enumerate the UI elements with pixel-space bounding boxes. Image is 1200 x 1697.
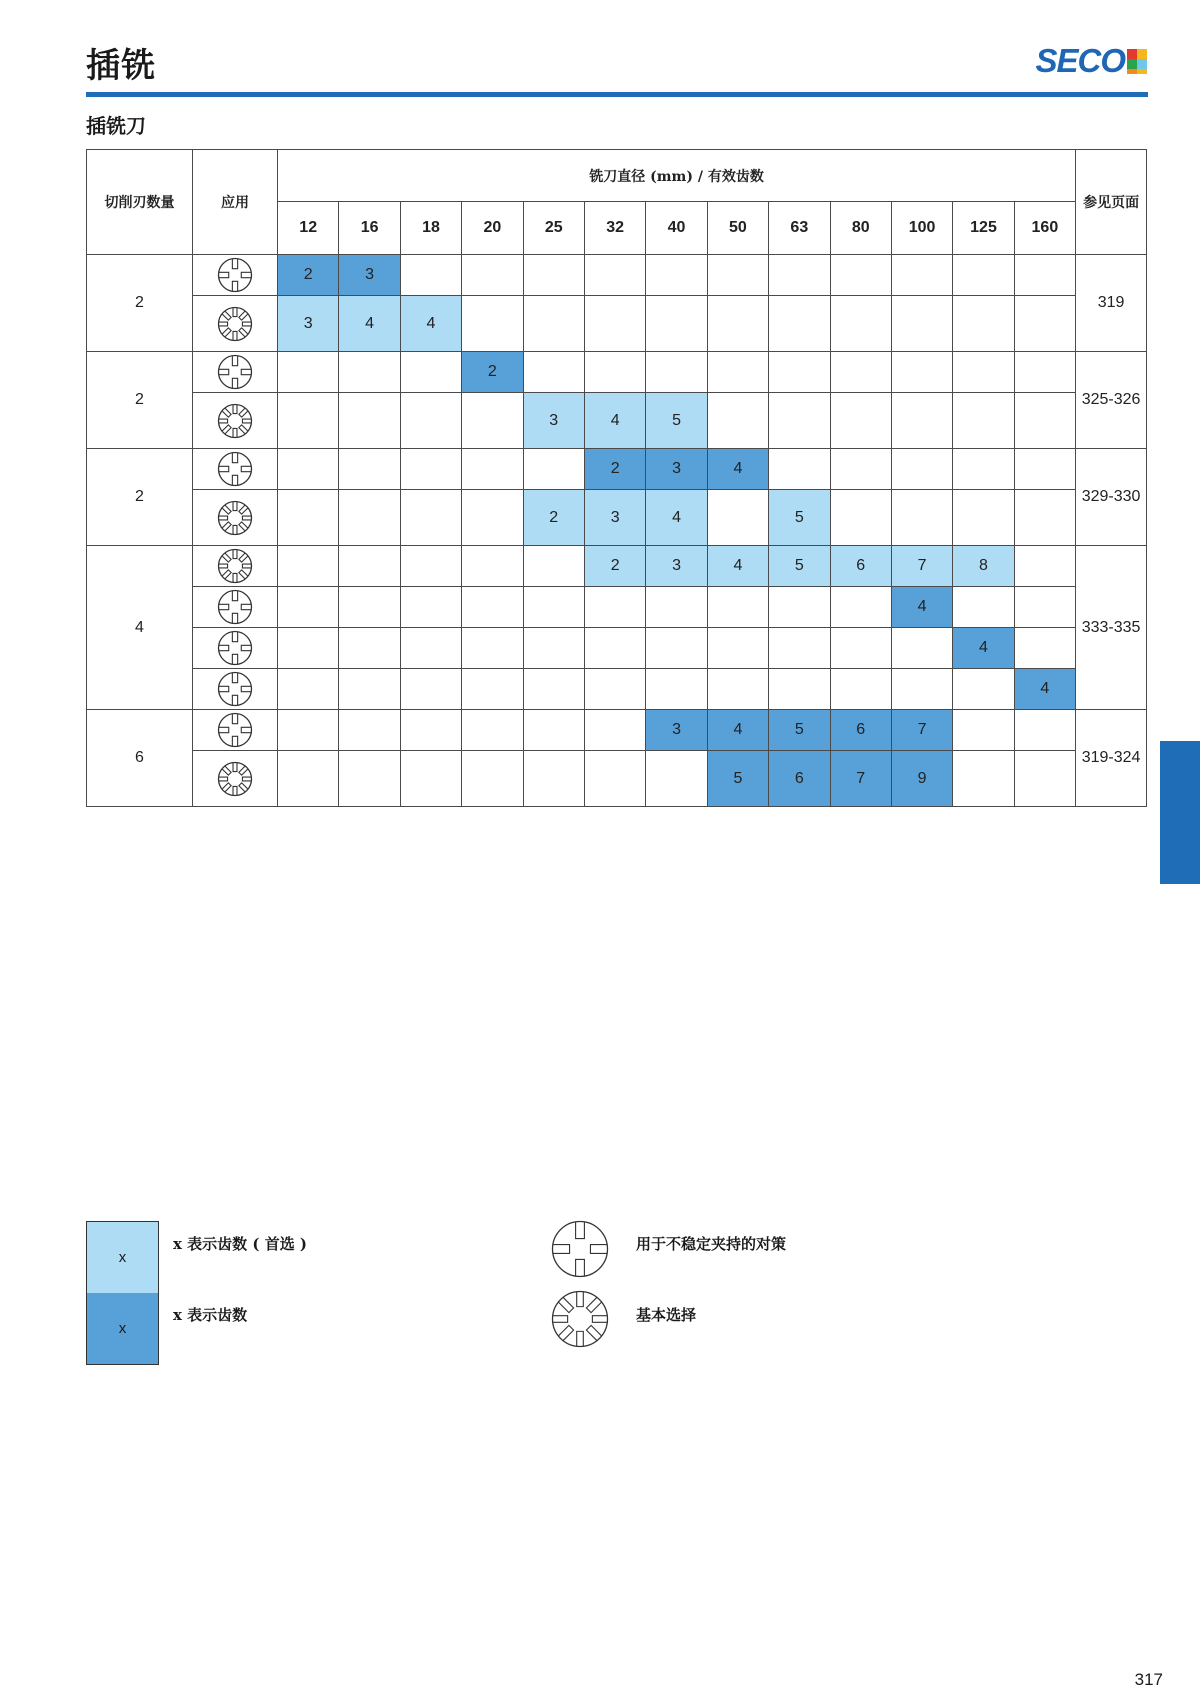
legend-preferred-text: x 表示齿数 ( 首选 )	[173, 1235, 308, 1253]
tooth-count-preferred: 8	[953, 546, 1014, 587]
table-row	[87, 669, 1147, 710]
empty-cell	[462, 449, 523, 490]
empty-cell	[584, 628, 645, 669]
empty-cell	[584, 296, 645, 352]
empty-cell	[707, 255, 768, 296]
tooth-count: 5	[707, 751, 768, 807]
header-cutting-edges: 切削刃数量	[87, 150, 193, 255]
basic-selection-icon	[193, 751, 278, 807]
empty-cell	[1014, 546, 1075, 587]
empty-cell	[769, 393, 830, 449]
unstable-clamping-icon	[193, 255, 278, 296]
diameter-header: 16	[339, 202, 400, 255]
empty-cell	[1014, 449, 1075, 490]
unstable-clamping-icon	[193, 449, 278, 490]
tooth-count: 4	[707, 449, 768, 490]
empty-cell	[462, 255, 523, 296]
tooth-count: 2	[278, 255, 339, 296]
empty-cell	[707, 393, 768, 449]
empty-cell	[769, 628, 830, 669]
tooth-count: 6	[769, 751, 830, 807]
empty-cell	[278, 449, 339, 490]
empty-cell	[953, 669, 1014, 710]
legend-standard-text: x 表示齿数	[173, 1306, 248, 1324]
tooth-count-preferred: 4	[339, 296, 400, 352]
tooth-count-preferred: 2	[584, 546, 645, 587]
empty-cell	[891, 393, 952, 449]
empty-cell	[891, 255, 952, 296]
tooth-count: 2	[462, 352, 523, 393]
empty-cell	[400, 255, 461, 296]
empty-cell	[400, 710, 461, 751]
table-row	[87, 628, 1147, 669]
empty-cell	[400, 490, 461, 546]
empty-cell	[769, 449, 830, 490]
header-diameter: 铣刀直径 (mm) / 有效齿数	[278, 150, 1076, 202]
empty-cell	[400, 628, 461, 669]
reference-page-cell: 325-326	[1076, 352, 1147, 449]
table-row	[87, 490, 1147, 546]
empty-cell	[584, 751, 645, 807]
tooth-count: 4	[953, 628, 1014, 669]
tooth-count: 4	[1014, 669, 1075, 710]
table-row	[87, 352, 1147, 393]
table-row	[87, 710, 1147, 751]
empty-cell	[400, 546, 461, 587]
empty-cell	[523, 449, 584, 490]
empty-cell	[462, 669, 523, 710]
empty-cell	[339, 490, 400, 546]
empty-cell	[278, 751, 339, 807]
table-row	[87, 587, 1147, 628]
logo-squares-icon	[1127, 49, 1147, 74]
legend-standard-swatch: x	[87, 1293, 158, 1364]
diameter-header: 50	[707, 202, 768, 255]
empty-cell	[891, 449, 952, 490]
empty-cell	[278, 628, 339, 669]
empty-cell	[891, 669, 952, 710]
empty-cell	[891, 352, 952, 393]
page-number: 317	[1134, 1670, 1163, 1689]
header-rule	[86, 92, 1148, 97]
empty-cell	[830, 255, 891, 296]
empty-cell	[646, 296, 707, 352]
empty-cell	[400, 449, 461, 490]
table-row	[87, 449, 1147, 490]
empty-cell	[769, 255, 830, 296]
tooth-count-preferred: 6	[830, 546, 891, 587]
empty-cell	[830, 490, 891, 546]
legend-basic-text: 基本选择	[636, 1306, 697, 1324]
empty-cell	[400, 393, 461, 449]
empty-cell	[707, 490, 768, 546]
diameter-header: 160	[1014, 202, 1075, 255]
empty-cell	[278, 710, 339, 751]
cutting-edges-cell: 4	[87, 546, 193, 710]
section-subtitle: 插铣刀	[86, 114, 146, 138]
tooth-count: 4	[707, 710, 768, 751]
tooth-count-preferred: 4	[646, 490, 707, 546]
empty-cell	[339, 352, 400, 393]
empty-cell	[830, 352, 891, 393]
empty-cell	[523, 669, 584, 710]
empty-cell	[891, 490, 952, 546]
empty-cell	[339, 628, 400, 669]
empty-cell	[707, 669, 768, 710]
empty-cell	[707, 587, 768, 628]
diameter-header: 32	[584, 202, 645, 255]
header-reference-page: 参见页面	[1076, 150, 1147, 255]
empty-cell	[891, 628, 952, 669]
empty-cell	[278, 587, 339, 628]
empty-cell	[707, 628, 768, 669]
empty-cell	[400, 352, 461, 393]
empty-cell	[769, 296, 830, 352]
tooth-count-preferred: 3	[646, 546, 707, 587]
empty-cell	[462, 296, 523, 352]
tooth-count-preferred: 4	[400, 296, 461, 352]
empty-cell	[830, 296, 891, 352]
diameter-header: 18	[400, 202, 461, 255]
empty-cell	[462, 710, 523, 751]
empty-cell	[646, 587, 707, 628]
empty-cell	[523, 352, 584, 393]
tooth-count: 3	[339, 255, 400, 296]
reference-page-cell: 319-324	[1076, 710, 1147, 807]
empty-cell	[400, 751, 461, 807]
empty-cell	[953, 710, 1014, 751]
empty-cell	[830, 449, 891, 490]
tooth-count-preferred: 3	[278, 296, 339, 352]
unstable-clamping-icon	[193, 669, 278, 710]
tooth-count: 3	[646, 449, 707, 490]
empty-cell	[584, 255, 645, 296]
empty-cell	[523, 628, 584, 669]
empty-cell	[769, 587, 830, 628]
empty-cell	[830, 669, 891, 710]
tooth-count-preferred: 3	[584, 490, 645, 546]
empty-cell	[278, 352, 339, 393]
basic-selection-icon	[193, 393, 278, 449]
diameter-header: 20	[462, 202, 523, 255]
empty-cell	[953, 490, 1014, 546]
cutting-edges-cell: 2	[87, 449, 193, 546]
empty-cell	[462, 490, 523, 546]
empty-cell	[339, 546, 400, 587]
empty-cell	[339, 393, 400, 449]
empty-cell	[1014, 710, 1075, 751]
tooth-count-preferred: 2	[523, 490, 584, 546]
tooth-count: 2	[584, 449, 645, 490]
table-row	[87, 296, 1147, 352]
empty-cell	[707, 352, 768, 393]
plunge-cutter-table	[86, 149, 1147, 807]
unstable-clamping-icon	[193, 628, 278, 669]
empty-cell	[462, 587, 523, 628]
empty-cell	[339, 669, 400, 710]
basic-selection-icon	[193, 490, 278, 546]
cutting-edges-cell: 2	[87, 352, 193, 449]
tooth-count-preferred: 7	[891, 546, 952, 587]
empty-cell	[1014, 587, 1075, 628]
legend-color-box	[86, 1221, 159, 1365]
empty-cell	[523, 546, 584, 587]
empty-cell	[830, 628, 891, 669]
empty-cell	[1014, 393, 1075, 449]
tooth-count: 4	[891, 587, 952, 628]
empty-cell	[953, 587, 1014, 628]
table-row	[87, 546, 1147, 587]
diameter-header: 40	[646, 202, 707, 255]
tooth-count: 5	[769, 710, 830, 751]
empty-cell	[462, 393, 523, 449]
unstable-clamping-icon	[193, 587, 278, 628]
cutting-edges-cell: 6	[87, 710, 193, 807]
empty-cell	[646, 669, 707, 710]
empty-cell	[462, 751, 523, 807]
header-application: 应用	[193, 150, 278, 255]
empty-cell	[462, 546, 523, 587]
empty-cell	[769, 669, 830, 710]
empty-cell	[1014, 255, 1075, 296]
empty-cell	[953, 255, 1014, 296]
empty-cell	[584, 587, 645, 628]
tooth-count: 7	[891, 710, 952, 751]
diameter-header: 63	[769, 202, 830, 255]
tooth-count-preferred: 5	[646, 393, 707, 449]
empty-cell	[278, 546, 339, 587]
reference-page-cell: 319	[1076, 255, 1147, 352]
diameter-header: 12	[278, 202, 339, 255]
diameter-header: 25	[523, 202, 584, 255]
empty-cell	[339, 449, 400, 490]
tooth-count-preferred: 4	[584, 393, 645, 449]
tooth-count-preferred: 5	[769, 546, 830, 587]
empty-cell	[646, 352, 707, 393]
empty-cell	[278, 669, 339, 710]
empty-cell	[584, 352, 645, 393]
empty-cell	[584, 669, 645, 710]
empty-cell	[953, 296, 1014, 352]
empty-cell	[953, 449, 1014, 490]
empty-cell	[523, 296, 584, 352]
basic-selection-icon	[193, 546, 278, 587]
empty-cell	[953, 393, 1014, 449]
empty-cell	[1014, 296, 1075, 352]
empty-cell	[523, 255, 584, 296]
empty-cell	[646, 628, 707, 669]
empty-cell	[646, 751, 707, 807]
empty-cell	[584, 710, 645, 751]
empty-cell	[953, 751, 1014, 807]
tooth-count: 6	[830, 710, 891, 751]
empty-cell	[1014, 751, 1075, 807]
legend-unstable-text: 用于不稳定夹持的对策	[636, 1235, 787, 1253]
unstable-clamping-icon	[551, 1220, 609, 1282]
diameter-header: 125	[953, 202, 1014, 255]
empty-cell	[953, 352, 1014, 393]
empty-cell	[646, 255, 707, 296]
tooth-count-preferred: 3	[523, 393, 584, 449]
unstable-clamping-icon	[193, 710, 278, 751]
empty-cell	[1014, 628, 1075, 669]
empty-cell	[891, 296, 952, 352]
legend-preferred-swatch: x	[87, 1222, 158, 1293]
empty-cell	[278, 490, 339, 546]
basic-selection-icon	[551, 1290, 609, 1352]
empty-cell	[1014, 490, 1075, 546]
empty-cell	[830, 587, 891, 628]
empty-cell	[278, 393, 339, 449]
tooth-count: 7	[830, 751, 891, 807]
tooth-count: 3	[646, 710, 707, 751]
empty-cell	[339, 710, 400, 751]
unstable-clamping-icon	[193, 352, 278, 393]
empty-cell	[400, 669, 461, 710]
cutting-edges-cell: 2	[87, 255, 193, 352]
tooth-count: 9	[891, 751, 952, 807]
empty-cell	[462, 628, 523, 669]
reference-page-cell: 329-330	[1076, 449, 1147, 546]
page-title: 插铣	[86, 46, 156, 86]
basic-selection-icon	[193, 296, 278, 352]
section-side-tab	[1160, 741, 1200, 884]
empty-cell	[1014, 352, 1075, 393]
tooth-count-preferred: 5	[769, 490, 830, 546]
table-row	[87, 393, 1147, 449]
empty-cell	[830, 393, 891, 449]
table-row	[87, 255, 1147, 296]
empty-cell	[523, 710, 584, 751]
diameter-header: 80	[830, 202, 891, 255]
empty-cell	[523, 751, 584, 807]
empty-cell	[769, 352, 830, 393]
reference-page-cell: 333-335	[1076, 546, 1147, 710]
empty-cell	[339, 751, 400, 807]
table-row	[87, 751, 1147, 807]
empty-cell	[707, 296, 768, 352]
empty-cell	[400, 587, 461, 628]
tooth-count-preferred: 4	[707, 546, 768, 587]
seco-logo	[1035, 42, 1147, 79]
logo-text: SECO	[1035, 42, 1125, 79]
empty-cell	[523, 587, 584, 628]
diameter-header: 100	[891, 202, 952, 255]
empty-cell	[339, 587, 400, 628]
